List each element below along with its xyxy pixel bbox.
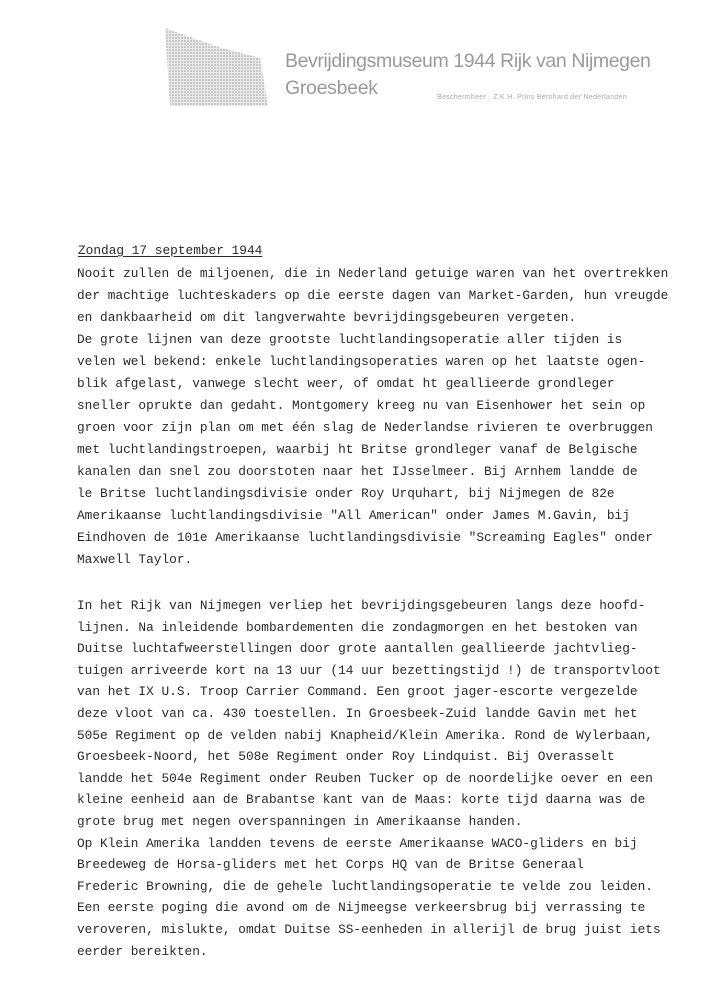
text-line: Een eerste poging die avond om de Nijmeegse verkeersbrug bij verrassing te: [77, 900, 646, 916]
text-line: Op Klein Amerika landden tevens de eerste Amerikaanse WACO-gliders en bij: [77, 835, 638, 851]
text-line: eerder bereikten.: [77, 943, 208, 959]
text-line: le Britse luchtlandingsdivisie onder Roy Urquhart, bij Nijmegen de 82e: [77, 486, 615, 501]
text-line: lijnen. Na inleidende bombardementen die zondagmorgen en het bestoken van: [77, 619, 638, 635]
paragraph-1: [77, 263, 668, 571]
text-line: Eindhoven de 101e Amerikaanse luchtlandingsdivisie "Screaming Eagles" onder: [77, 530, 653, 545]
document-heading: Zondag 17 september 1944: [78, 243, 263, 258]
text-line: Frederic Browning, die de gehele luchtlandingsoperatie te velde zou leiden.: [77, 878, 653, 894]
text-line: Duitse luchtafweerstellingen door grote aantallen geallieerde jachtvlieg-: [77, 641, 638, 657]
text-line: Nooit zullen de miljoenen, die in Nederland getuige waren van het overtrekken: [77, 266, 669, 281]
text-line: Groesbeek-Noord, het 508e Regiment onder Roy Lindquist. Bij Overasselt: [77, 749, 615, 765]
text-line: veroveren, mislukte, omdat Duitse SS-eenheden in allerijl de brug juist iets: [77, 921, 661, 937]
text-line: Maxwell Taylor.: [77, 552, 193, 567]
text-line: blik afgelast, vanwege slecht weer, of omdat ht geallieerde grondleger: [77, 376, 615, 391]
paragraph-2: [77, 595, 661, 962]
text-line: kleine eenheid aan de Brabantse kant van de Maas: korte tijd daarna was de: [77, 792, 646, 808]
text-line: van het IX U.S. Troop Carrier Command. Een groot jager-escorte vergezelde: [77, 684, 638, 700]
text-line: tuigen arriveerde kort na 13 uur (14 uur bezettingstijd !) de transportvloot: [77, 662, 661, 678]
text-line: velen wel bekend: enkele luchtlandingsoperaties waren op het laatste ogen-: [77, 354, 646, 369]
text-line: en dankbaarheid om dit langverwahte bevrijdingsgebeuren vergeten.: [77, 310, 577, 325]
letterhead-patron: Beschermheer · Z.K.H. Prins Bernhard der Nederlanden: [437, 94, 627, 101]
text-line: der machtige luchteskaders op die eerste dagen van Market-Garden, hun vreugde: [77, 288, 669, 303]
text-line: 505e Regiment op de velden nabij Knapheid/Klein Amerika. Rond de Wylerbaan,: [77, 727, 653, 743]
letterhead-title: Bevrijdingsmuseum 1944 Rijk van Nijmegen: [285, 50, 651, 72]
text-line: kanalen dan snel zou doorstoten naar het IJsselmeer. Bij Arnhem landde de: [77, 464, 638, 479]
text-line: De grote lijnen van deze grootste luchtlandingsoperatie aller tijden is: [77, 332, 623, 347]
text-line: deze vloot van ca. 430 toestellen. In Groesbeek-Zuid landde Gavin met het: [77, 705, 638, 721]
text-line: sneller oprukte dan gedaht. Montgomery kreeg nu van Eisenhower het sein op: [77, 398, 646, 413]
letterhead-subtitle: Groesbeek: [285, 77, 378, 99]
text-line: groen voor zijn plan om met één slag de Nederlandse rivieren te overbruggen: [77, 420, 653, 435]
text-line: In het Rijk van Nijmegen verliep het bevrijdingsgebeuren langs deze hoofd-: [77, 598, 646, 613]
text-line: Amerikaanse luchtlandingsdivisie "All American" onder James M.Gavin, bij: [77, 508, 630, 523]
text-line: met luchtlandingstroepen, waarbij ht Britse grondleger vanaf de Belgische: [77, 442, 638, 457]
text-line: landde het 504e Regiment onder Reuben Tucker op de noordelijke oever en een: [77, 770, 653, 786]
text-line: Breedeweg de Horsa-gliders met het Corps HQ van de Britse Generaal: [77, 857, 584, 873]
text-line: grote brug met negen overspanningen in Amerikaanse handen.: [77, 813, 523, 829]
museum-logo: [160, 28, 270, 108]
